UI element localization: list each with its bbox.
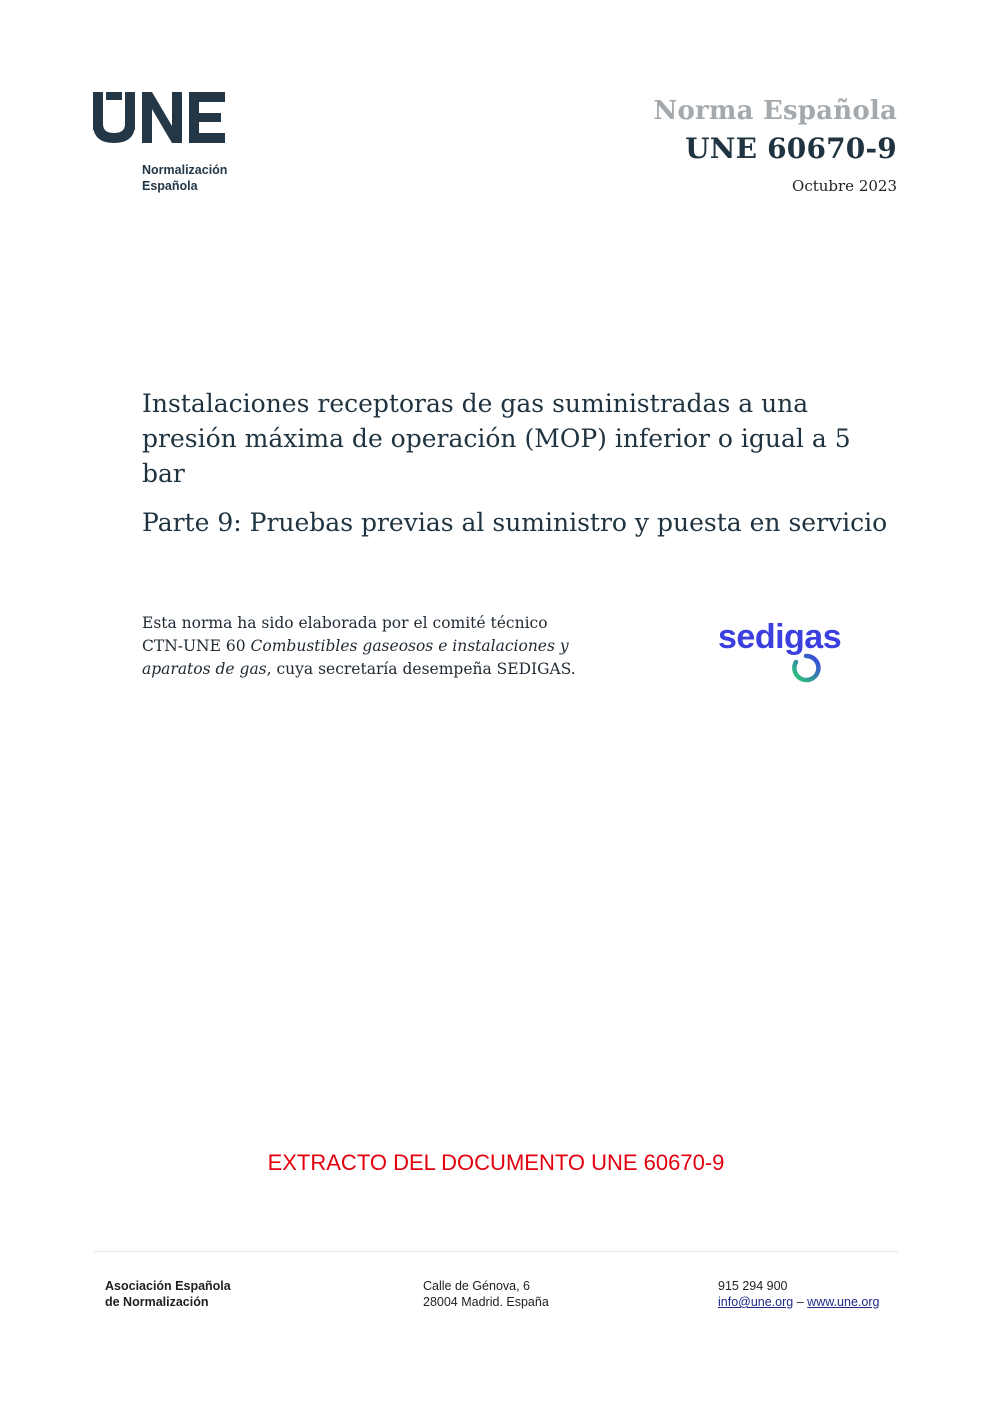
committee-intro: Esta norma ha sido elaborada por el comité técnico — [142, 614, 548, 632]
title-block — [142, 386, 888, 540]
committee-name: Combustibles gaseosos e instalaciones y aparatos de gas — [142, 637, 569, 678]
publication-date: Octubre 2023 — [792, 177, 897, 195]
footer-link-separator: – — [796, 1295, 804, 1309]
footer-phone: 915 294 900 — [718, 1279, 788, 1293]
footer-org-line1: Asociación Española — [105, 1279, 231, 1293]
une-logo-subtitle — [142, 162, 227, 194]
une-logo-sub-line2: Española — [142, 179, 198, 193]
sedigas-logo — [718, 618, 868, 688]
document-part-title: Parte 9: Pruebas previas al suministro y puesta en servicio — [142, 508, 888, 537]
extract-notice: EXTRACTO DEL DOCUMENTO UNE 60670-9 — [267, 1150, 725, 1175]
footer-contact — [718, 1278, 879, 1310]
committee-secretariat: , cuya secretaría desempeña SEDIGAS. — [266, 660, 576, 678]
footer-address-line2: 28004 Madrid. España — [423, 1295, 549, 1309]
footer-email-link[interactable]: info@une.org — [718, 1295, 794, 1309]
committee-code: CTN-UNE 60 — [142, 637, 246, 655]
sedigas-ring-icon — [791, 653, 821, 683]
sedigas-logo-text: sedigas — [718, 618, 842, 656]
footer-address-line1: Calle de Génova, 6 — [423, 1279, 531, 1293]
document-title: Instalaciones receptoras de gas suministradas a una presión máxima de operación (MOP) inferior o igual a 5 bar — [142, 389, 851, 488]
une-logo-mark — [92, 88, 232, 148]
footer-divider — [94, 1251, 898, 1252]
footer-org-line2: de Normalización — [105, 1295, 209, 1309]
footer-address — [423, 1278, 549, 1310]
footer-organization — [105, 1278, 231, 1310]
standard-code: UNE 60670-9 — [685, 132, 897, 165]
committee-statement — [142, 612, 612, 681]
standard-label: Norma Española — [653, 96, 897, 126]
une-logo-sub-line1: Normalización — [142, 163, 228, 177]
footer-website-link[interactable]: www.une.org — [807, 1295, 880, 1309]
